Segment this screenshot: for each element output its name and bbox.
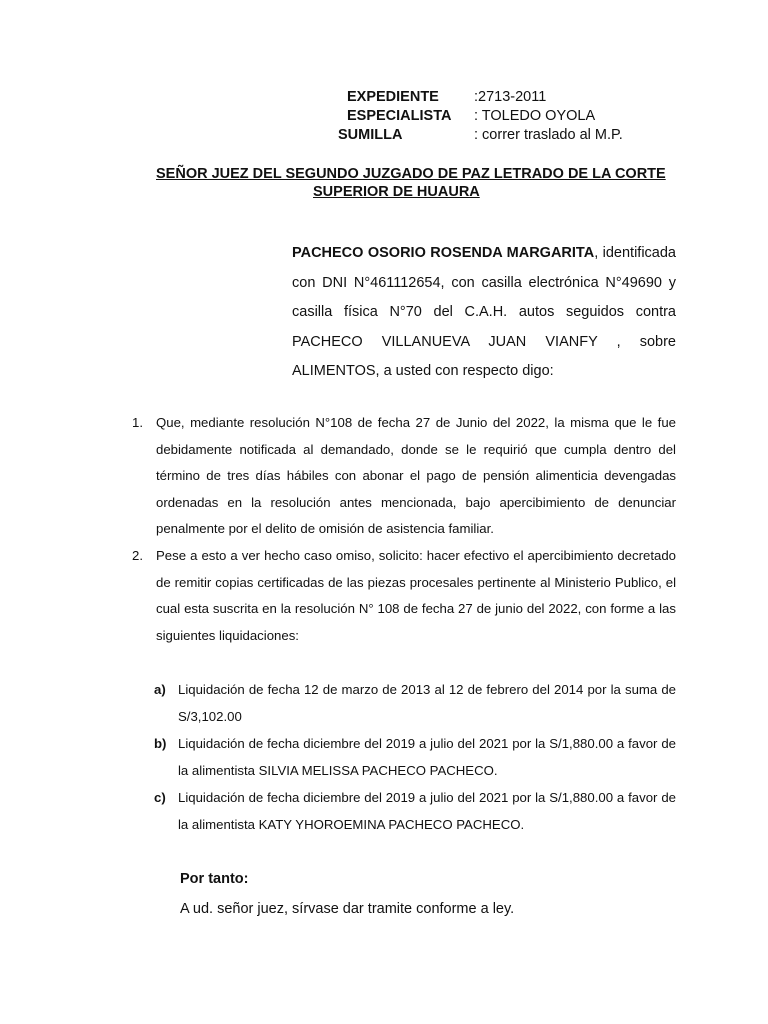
addressee-line-2: SUPERIOR DE HUAURA [313, 184, 480, 200]
closing-text: A ud. señor juez, sírvase dar tramite conforme a ley. [180, 901, 515, 917]
numbered-text: Que, mediante resolución N°108 de fecha 27 de Junio del 2022, la misma que le fue debidamente notificada al demandado, donde se le requirió que cumpla dentro del término de tres días hábiles con abonar el pago de pensión alimenticia devengadas ordenadas en la resolución antes mencionada, bajo apercibimiento de denunciar penalmente por el delito de omisión de asistencia familiar. [156, 415, 676, 536]
intro-text-1: , identificada con DNI N°461112654, con casilla electrónica N°49690 y casilla física N°70 del C.A.H. autos seguidos contra PACHECO VILLANUEVA JUAN VIANFY , sobre [292, 245, 676, 350]
lettered-marker: b) [154, 736, 167, 751]
addressee-line-1: SEÑOR JUEZ DEL SEGUNDO JUZGADO DE PAZ LETRADO DE LA CORTE [156, 166, 666, 182]
lettered-item [154, 677, 676, 730]
numbered-item [132, 410, 676, 543]
lettered-marker: c) [154, 790, 166, 805]
closing-heading: Por tanto: [180, 871, 249, 887]
sumilla-value: : correr traslado al M.P. [474, 127, 623, 143]
petitioner-name: PACHECO OSORIO ROSENDA MARGARITA [292, 245, 595, 261]
especialista-value: : TOLEDO OYOLA [474, 108, 596, 124]
numbered-marker: 1. [132, 415, 143, 430]
intro-main [292, 239, 676, 357]
lettered-text: Liquidación de fecha diciembre del 2019 a julio del 2021 por la S/1,880.00 a favor de la alimentista KATY YHOROEMINA PACHECO PACHECO. [178, 790, 676, 832]
numbered-text: Pese a esto a ver hecho caso omiso, solicito: hacer efectivo el apercibimiento decretado de remitir copias certificadas de las piezas procesales pertinente al Ministerio Publico, el cual esta suscrita en la resolución N° 108 de fecha 27 de junio del 2022, con forme a las siguientes liquidaciones: [156, 548, 676, 643]
sumilla-label: SUMILLA [338, 127, 403, 143]
lettered-item [154, 731, 676, 784]
lettered-item [154, 785, 676, 838]
especialista-label: ESPECIALISTA [347, 108, 452, 124]
numbered-marker: 2. [132, 548, 143, 563]
intro-paragraph [292, 239, 676, 387]
numbered-item [132, 543, 676, 649]
lettered-marker: a) [154, 682, 166, 697]
lettered-text: Liquidación de fecha diciembre del 2019 a julio del 2021 por la S/1,880.00 a favor de la alimentista SILVIA MELISSA PACHECO PACHECO. [178, 736, 676, 778]
expediente-value: :2713-2011 [474, 89, 547, 105]
intro-text-2: ALIMENTOS, a usted con respecto digo: [292, 363, 554, 379]
lettered-text: Liquidación de fecha 12 de marzo de 2013 al 12 de febrero del 2014 por la suma de S/3,102.00 [178, 682, 676, 724]
expediente-label: EXPEDIENTE [347, 89, 439, 105]
